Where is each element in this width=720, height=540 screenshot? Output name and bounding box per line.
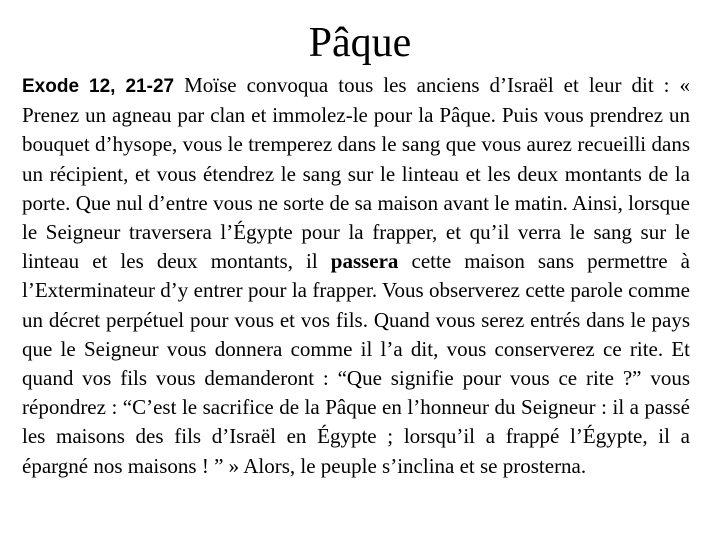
scripture-passage (22, 71, 690, 481)
slide-title: Pâque (308, 20, 412, 66)
passage-text-before: Moïse convoqua tous les anciens d’Israël et leur dit : « Prenez un agneau par clan et immolez-le pour la Pâque. Puis vous prendrez un bouquet d’hysope, vous le tremperez dans le sang que vous aurez recueilli dans un récipient, et vous étendrez le sang sur le linteau et les deux montants de la porte. Que nul d’entre vous ne sorte de sa maison avant le matin. Ainsi, lorsque le Seigneur traversera l’Égypte pour la frapper, et qu’il verra le sang sur le linteau et les deux montants, il (22, 73, 690, 274)
emphasized-word: passera (330, 249, 399, 274)
passage-text-after: cette maison sans permettre à l’Exterminateur d’y entrer pour la frapper. Vous observerez cette parole comme un décret perpétuel pour vous et vos fils. Quand vous serez entrés dans le pays que le Seigneur vous donnera comme il l’a dit, vous conserverez ce rite. Et quand vos fils vous demanderont : “Que signifie pour vous ce rite ?” vous répondrez : “C’est le sacrifice de la Pâque en l’honneur du Seigneur : il a passé les maisons des fils d’Israël en Égypte ; lorsqu’il a frappé l’Égypte, il a épargné nos maisons ! ” » Alors, le peuple s’inclina et se prosterna. (22, 249, 690, 478)
scripture-reference: Exode 12, 21-27 (22, 76, 175, 97)
